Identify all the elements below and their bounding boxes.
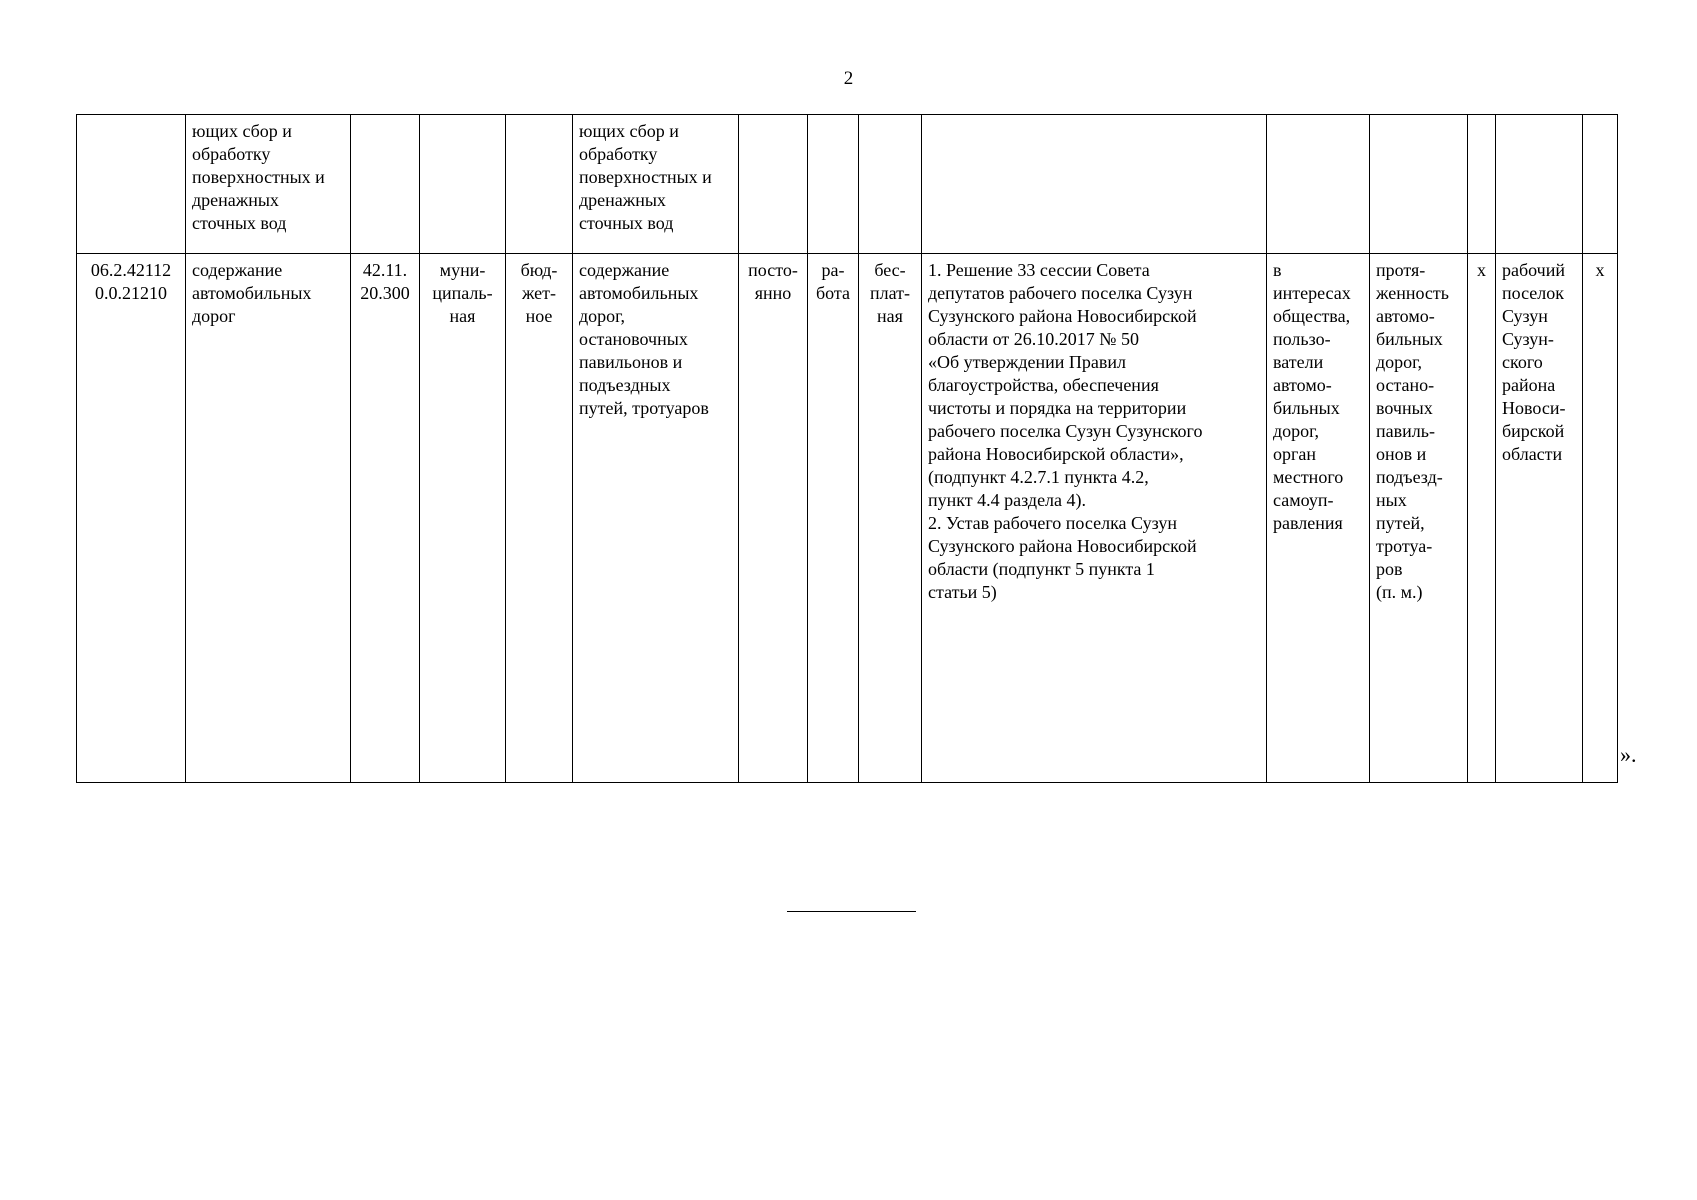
page-number: 2	[843, 68, 854, 89]
cell-volume-indicator	[1370, 115, 1468, 254]
cell-kind	[808, 115, 859, 254]
cell-extra: х	[1583, 254, 1618, 783]
cell-payment: бес- плат- ная	[859, 254, 922, 783]
cell-legal-basis: 1. Решение 33 сессии Совета депутатов рабочего поселка Сузун Сузунского района Новосибирской области от 26.10.2017 № 50 «Об утверждении Правил благоустройства, обеспечения чистоты и порядка на территории рабочего поселка Сузун Сузунского района Новосибирской области», (подпункт 4.2.7.1 пункта 4.2, пункт 4.4 раздела 4). 2. Устав рабочего поселка Сузун Сузунского района Новосибирской области (подпункт 5 пункта 1 статьи 5)	[922, 254, 1267, 783]
cell-service-name: ющих сбор и обработку поверхностных и дренажных сточных вод	[186, 115, 351, 254]
cell-consumers	[1267, 115, 1370, 254]
cell-founder-type	[420, 115, 506, 254]
cell-quality-indicator	[1468, 115, 1496, 254]
table-row-continuation	[77, 115, 1618, 254]
cell-consumers: в интересах общества, пользо- ватели автомо- бильных дорог, орган местного самоуп- равления	[1267, 254, 1370, 783]
cell-okved: 42.11. 20.300	[351, 254, 420, 783]
cell-periodicity: посто- янно	[739, 254, 808, 783]
cell-code: 06.2.42112 0.0.21210	[77, 254, 186, 783]
cell-quality-indicator: х	[1468, 254, 1496, 783]
cell-kind: ра- бота	[808, 254, 859, 783]
cell-legal-basis	[922, 115, 1267, 254]
cell-founder-type: муни- ципаль- ная	[420, 254, 506, 783]
cell-content: содержание автомобильных дорог, остановочных павильонов и подъездных путей, тротуаров	[573, 254, 739, 783]
end-of-document-rule	[787, 911, 916, 912]
cell-code	[77, 115, 186, 254]
cell-institution-type: бюд- жет- ное	[506, 254, 573, 783]
cell-territory	[1496, 115, 1583, 254]
cell-content: ющих сбор и обработку поверхностных и дренажных сточных вод	[573, 115, 739, 254]
cell-periodicity	[739, 115, 808, 254]
cell-institution-type	[506, 115, 573, 254]
cell-territory: рабочий поселок Сузун Сузун- ского района Новоси- бирской области	[1496, 254, 1583, 783]
cell-payment	[859, 115, 922, 254]
cell-extra	[1583, 115, 1618, 254]
cell-volume-indicator: протя- женность автомо- бильных дорог, остано- вочных павиль- онов и подъезд- ных путей, тротуа- ров (п. м.)	[1370, 254, 1468, 783]
cell-okved	[351, 115, 420, 254]
table-row-road-maintenance	[77, 254, 1618, 783]
closing-quote-mark: ».	[1620, 742, 1637, 767]
registry-table	[76, 114, 1618, 783]
cell-service-name: содержание автомобильных дорог	[186, 254, 351, 783]
